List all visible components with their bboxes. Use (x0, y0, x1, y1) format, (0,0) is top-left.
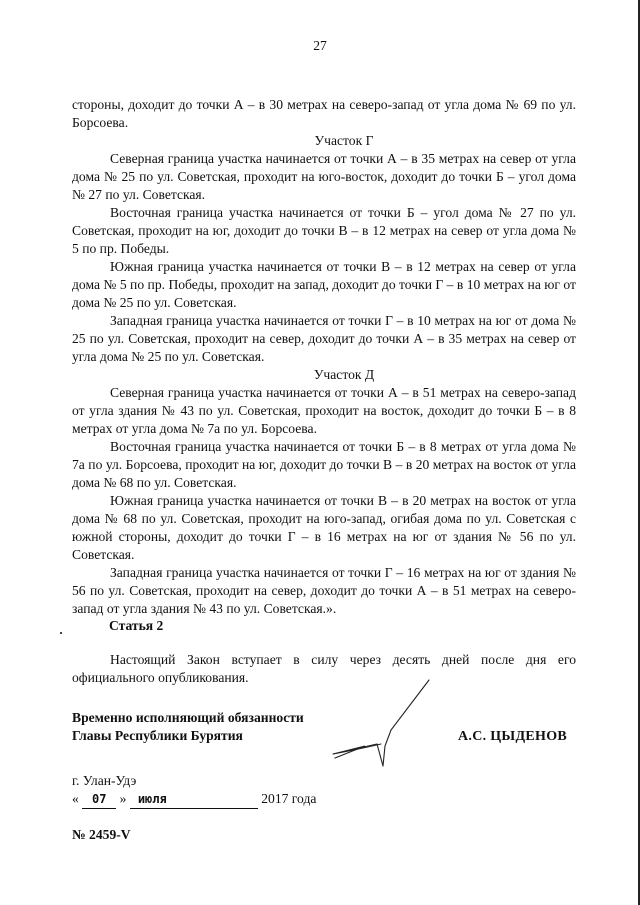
date-open-quote: « (72, 791, 79, 806)
date-year: 2017 года (261, 791, 317, 806)
date-close-quote: » (119, 791, 127, 806)
page-number: 27 (313, 38, 327, 53)
article-text: Настоящий Закон вступает в силу через десять дней после дня его официального опубликования. (72, 652, 576, 685)
date-month: июля (130, 790, 258, 809)
paragraph: Северная граница участка начинается от точки А – в 35 метрах на север от угла дома № 25 по ул. Советская, проходит на юго-восток, доходит до точки Б – угол дома № 27 по ул. Советская. (72, 151, 576, 202)
section-heading-g: Участок Г (314, 133, 374, 148)
scan-speck (60, 632, 62, 634)
paragraph: Восточная граница участка начинается от точки Б – угол дома № 27 по ул. Советская, проходит на юг, доходит до точки В – в 12 метрах на север от угла дома № 5 по пр. Победы. (72, 205, 576, 256)
paragraph: Западная граница участка начинается от точки Г – 16 метрах на юг от здания № 56 по ул. Советская, проходит на север, доходит до точки А – в 51 метрах на северо-запад от угла здания № 43 по ул. Советская.». (72, 565, 576, 616)
signatory-title-line1: Временно исполняющий обязанности (72, 710, 304, 725)
signatory-title-line2: Главы Республики Бурятия (72, 728, 243, 743)
paragraph: Южная граница участка начинается от точки В – в 12 метрах на север от угла дома № 5 по пр. Победы, проходит на запад, доходит до точки Г – в 10 метрах на юг от дома № 25 по ул. Советская. (72, 259, 576, 310)
handwritten-signature (325, 676, 435, 786)
paragraph: Восточная граница участка начинается от точки Б – в 8 метрах от угла дома № 7а по ул. Борсоева, проходит на юг, доходит до точки В – в 20 метрах на восток от угла дома № 68 по ул. Советская. (72, 439, 576, 490)
signing-date (72, 790, 316, 809)
section-heading-d: Участок Д (313, 367, 375, 382)
paragraph: Западная граница участка начинается от точки Г – в 10 метрах на юг от дома № 25 по ул. Советская, проходит на север, доходит до точки А – в 35 метрах на север от угла дома № 25 по ул. Советская. (72, 313, 576, 364)
article-heading: Статья 2 (109, 618, 164, 633)
paragraph: Северная граница участка начинается от точки А – в 51 метрах на северо-запад от угла здания № 43 по ул. Советская, проходит на восток, доходит до точки Б – в 8 метрах от угла дома № 7а по ул. Борсоева. (72, 385, 576, 436)
date-day: 07 (82, 790, 116, 809)
paragraph-continuation: стороны, доходит до точки А – в 30 метрах на северо-запад от угла дома № 69 по ул. Борсоева. (72, 97, 576, 130)
paragraph: Южная граница участка начинается от точки В – в 20 метрах на восток от угла дома № 68 по ул. Советская, проходит на юго-запад, огибая дома по ул. Советская с южной стороны, доходит до точки Г – в 16 метрах на юг от здания № 56 по ул. Советская. (72, 493, 576, 562)
document-body (72, 96, 576, 618)
signatory-name: А.С. ЦЫДЕНОВ (458, 729, 568, 744)
law-number: № 2459-V (72, 827, 131, 842)
place-of-signing: г. Улан-Удэ (72, 773, 137, 788)
